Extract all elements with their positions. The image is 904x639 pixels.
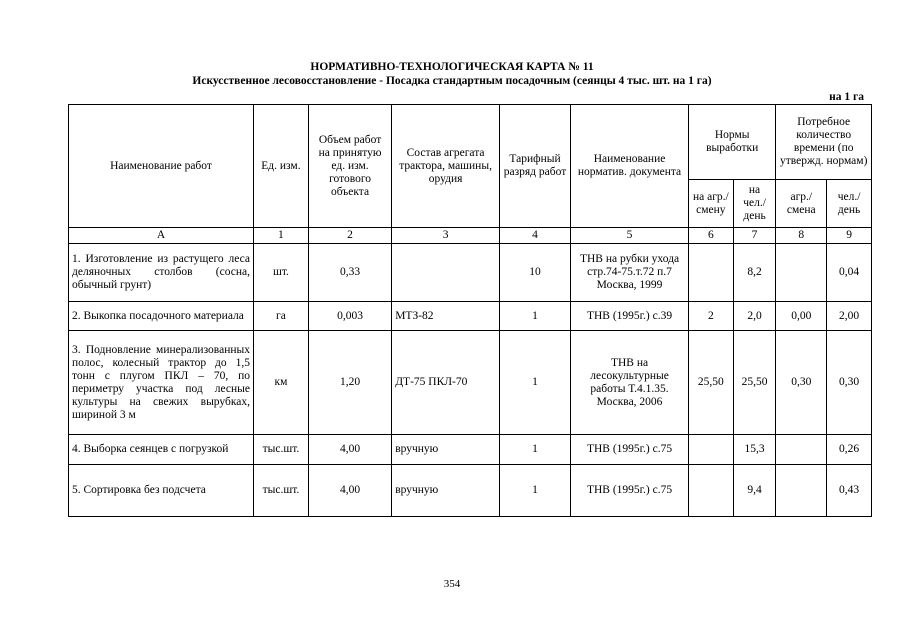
- grade-cell: 1: [499, 465, 570, 517]
- document-cell: ТНВ на рубки ухода стр.74-75.т.72 п.7 Москва, 1999: [571, 244, 689, 302]
- table-row: [69, 331, 872, 435]
- column-number: 4: [499, 228, 570, 244]
- work-name: 3. Подновление минерализованных полос, колесный трактор до 1,5 тонн с плугом ПКЛ – 70, по периметру участка под лесные культуры на свежих вырубках, шириной 3 м: [69, 331, 254, 435]
- time-man-cell: 0,26: [827, 435, 872, 465]
- norm-man-cell: 9,4: [733, 465, 776, 517]
- header-norms: Нормы выработки: [688, 105, 775, 180]
- column-number: 6: [688, 228, 733, 244]
- composition-cell: МТЗ-82: [392, 302, 500, 331]
- time-agr-cell: 0,30: [776, 331, 827, 435]
- work-name: 2. Выкопка посадочного материала: [69, 302, 254, 331]
- norm-agr-cell: 2: [688, 302, 733, 331]
- column-number: 8: [776, 228, 827, 244]
- volume-cell: 4,00: [308, 435, 391, 465]
- table-row: [69, 465, 872, 517]
- time-agr-cell: [776, 435, 827, 465]
- column-number: 5: [571, 228, 689, 244]
- volume-cell: 4,00: [308, 465, 391, 517]
- unit-cell: шт.: [253, 244, 308, 302]
- header-document: Наименование норматив. документа: [571, 105, 689, 228]
- norms-table: [68, 104, 872, 517]
- grade-cell: 1: [499, 302, 570, 331]
- unit-cell: га: [253, 302, 308, 331]
- composition-cell: ДТ-75 ПКЛ-70: [392, 331, 500, 435]
- norm-agr-cell: 25,50: [688, 331, 733, 435]
- table-row: [69, 244, 872, 302]
- column-number: 2: [308, 228, 391, 244]
- document-cell: ТНВ (1995г.) с.75: [571, 435, 689, 465]
- column-number-row: [69, 228, 872, 244]
- norm-agr-cell: [688, 244, 733, 302]
- grade-cell: 10: [499, 244, 570, 302]
- document-title: НОРМАТИВНО-ТЕХНОЛОГИЧЕСКАЯ КАРТА № 11: [310, 61, 594, 73]
- volume-cell: 1,20: [308, 331, 391, 435]
- header-unit: Ед. изм.: [253, 105, 308, 228]
- header-composition: Состав агрегата трактора, машины, орудия: [392, 105, 500, 228]
- column-number: 1: [253, 228, 308, 244]
- column-number: 7: [733, 228, 776, 244]
- column-number: 3: [392, 228, 500, 244]
- norm-man-cell: 8,2: [733, 244, 776, 302]
- document-cell: ТНВ на лесокультурные работы Т.4.1.35. Москва, 2006: [571, 331, 689, 435]
- time-agr-cell: [776, 465, 827, 517]
- composition-cell: вручную: [392, 465, 500, 517]
- header-time-agr: агр./ смена: [776, 180, 827, 228]
- table-row: [69, 302, 872, 331]
- volume-cell: 0,33: [308, 244, 391, 302]
- unit-note: на 1 га: [829, 91, 864, 103]
- header-norm-agr: на агр./ смену: [688, 180, 733, 228]
- norm-man-cell: 2,0: [733, 302, 776, 331]
- grade-cell: 1: [499, 435, 570, 465]
- page-number: 354: [443, 578, 461, 590]
- time-man-cell: 0,43: [827, 465, 872, 517]
- document-cell: ТНВ (1995г.) с.75: [571, 465, 689, 517]
- header-time-need: Потребное количество времени (по утвержд. нормам): [776, 105, 872, 180]
- time-man-cell: 2,00: [827, 302, 872, 331]
- column-number: 9: [827, 228, 872, 244]
- work-name: 5. Сортировка без подсчета: [69, 465, 254, 517]
- header-time-man: чел./ день: [827, 180, 872, 228]
- unit-cell: тыс.шт.: [253, 435, 308, 465]
- volume-cell: 0,003: [308, 302, 391, 331]
- time-agr-cell: 0,00: [776, 302, 827, 331]
- norm-agr-cell: [688, 465, 733, 517]
- norm-man-cell: 15,3: [733, 435, 776, 465]
- header-grade: Тарифный разряд работ: [499, 105, 570, 228]
- document-subtitle: Искусственное лесовосстановление - Посадка стандартным посадочным (сеянцы 4 тыс. шт. на 1 га): [192, 75, 712, 87]
- time-man-cell: 0,04: [827, 244, 872, 302]
- document-cell: ТНВ (1995г.) с.39: [571, 302, 689, 331]
- composition-cell: [392, 244, 500, 302]
- header-work-name: Наименование работ: [69, 105, 254, 228]
- work-name: 1. Изготовление из растущего леса деляночных столбов (сосна, обычный грунт): [69, 244, 254, 302]
- time-man-cell: 0,30: [827, 331, 872, 435]
- grade-cell: 1: [499, 331, 570, 435]
- norm-agr-cell: [688, 435, 733, 465]
- header-volume: Объем работ на принятую ед. изм. готового объекта: [308, 105, 391, 228]
- work-name: 4. Выборка сеянцев с погрузкой: [69, 435, 254, 465]
- unit-cell: км: [253, 331, 308, 435]
- header-norm-man: на чел./ день: [733, 180, 776, 228]
- composition-cell: вручную: [392, 435, 500, 465]
- column-number: А: [69, 228, 254, 244]
- norm-man-cell: 25,50: [733, 331, 776, 435]
- table-row: [69, 435, 872, 465]
- time-agr-cell: [776, 244, 827, 302]
- unit-cell: тыс.шт.: [253, 465, 308, 517]
